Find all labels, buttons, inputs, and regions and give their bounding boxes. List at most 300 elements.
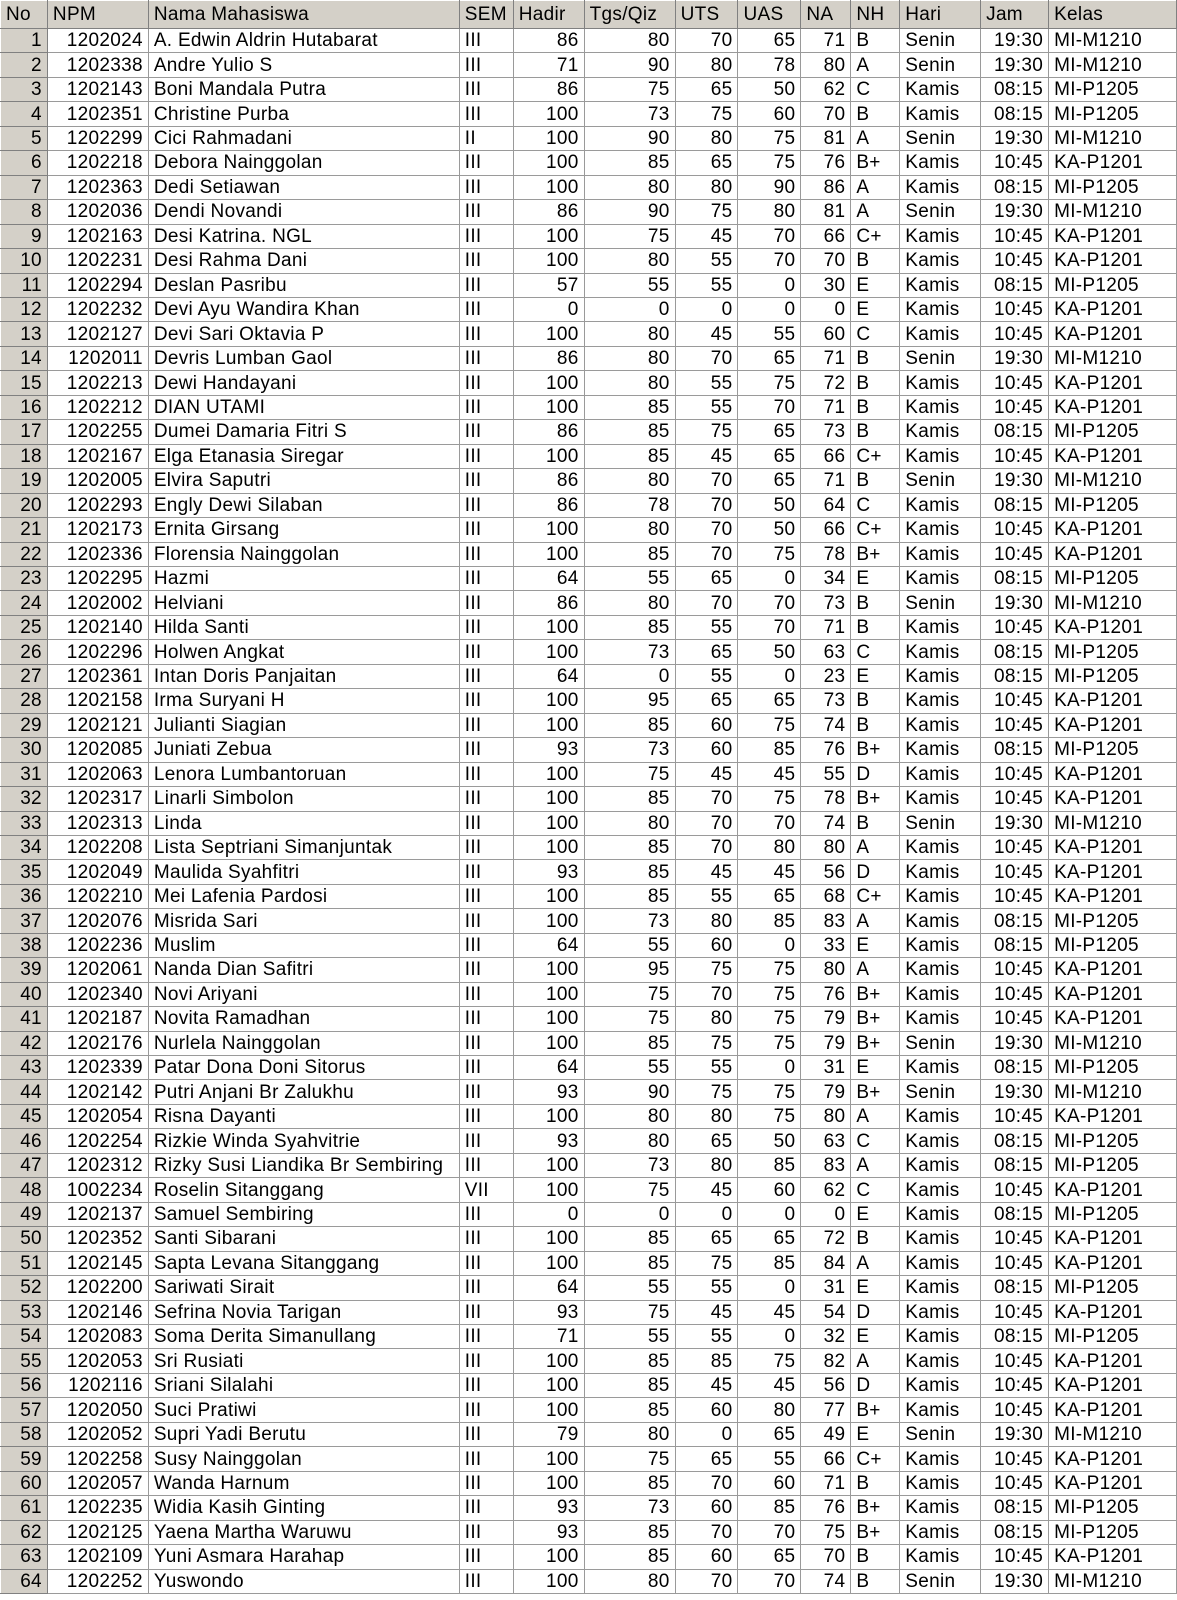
- sem-cell[interactable]: III: [459, 1300, 513, 1324]
- sem-cell[interactable]: III: [459, 1276, 513, 1300]
- uts-cell[interactable]: 55: [675, 249, 738, 273]
- tgs-qiz-cell[interactable]: 75: [584, 1300, 675, 1324]
- hadir-cell[interactable]: 100: [513, 518, 584, 542]
- nh-cell[interactable]: B+: [851, 1520, 900, 1544]
- tgs-qiz-cell[interactable]: 75: [584, 982, 675, 1006]
- jam-cell[interactable]: 19:30: [981, 346, 1049, 370]
- nh-cell[interactable]: E: [851, 273, 900, 297]
- kelas-cell[interactable]: MI-M1210: [1049, 591, 1177, 615]
- row-number-cell[interactable]: 43: [1, 1056, 48, 1080]
- jam-cell[interactable]: 08:15: [981, 566, 1049, 590]
- row-number-cell[interactable]: 19: [1, 469, 48, 493]
- uts-cell[interactable]: 45: [675, 1178, 738, 1202]
- kelas-cell[interactable]: KA-P1201: [1049, 297, 1177, 321]
- row-number-cell[interactable]: 25: [1, 615, 48, 639]
- hari-cell[interactable]: Kamis: [900, 224, 981, 248]
- hari-cell[interactable]: Kamis: [900, 1471, 981, 1495]
- uts-cell[interactable]: 60: [675, 713, 738, 737]
- tgs-qiz-cell[interactable]: 55: [584, 273, 675, 297]
- na-cell[interactable]: 70: [801, 102, 851, 126]
- hadir-cell[interactable]: 86: [513, 346, 584, 370]
- hadir-cell[interactable]: 100: [513, 713, 584, 737]
- na-cell[interactable]: 76: [801, 982, 851, 1006]
- kelas-cell[interactable]: MI-M1210: [1049, 1422, 1177, 1446]
- na-cell[interactable]: 80: [801, 835, 851, 859]
- npm-cell[interactable]: 1202252: [47, 1569, 148, 1593]
- hari-cell[interactable]: Kamis: [900, 444, 981, 468]
- sem-cell[interactable]: III: [459, 200, 513, 224]
- nh-cell[interactable]: E: [851, 1202, 900, 1226]
- uas-cell[interactable]: 85: [738, 909, 801, 933]
- sem-cell[interactable]: III: [459, 346, 513, 370]
- tgs-qiz-cell[interactable]: 85: [584, 713, 675, 737]
- tgs-qiz-cell[interactable]: 75: [584, 1447, 675, 1471]
- npm-cell[interactable]: 1202005: [47, 469, 148, 493]
- row-number-cell[interactable]: 48: [1, 1178, 48, 1202]
- nama-cell[interactable]: Irma Suryani H: [148, 689, 459, 713]
- col-header-kelas[interactable]: Kelas: [1049, 1, 1177, 29]
- kelas-cell[interactable]: KA-P1201: [1049, 835, 1177, 859]
- kelas-cell[interactable]: KA-P1201: [1049, 1447, 1177, 1471]
- na-cell[interactable]: 72: [801, 1227, 851, 1251]
- kelas-cell[interactable]: MI-P1205: [1049, 1520, 1177, 1544]
- uts-cell[interactable]: 65: [675, 566, 738, 590]
- nama-cell[interactable]: Juniati Zebua: [148, 738, 459, 762]
- hari-cell[interactable]: Kamis: [900, 1007, 981, 1031]
- kelas-cell[interactable]: MI-P1205: [1049, 1325, 1177, 1349]
- npm-cell[interactable]: 1202258: [47, 1447, 148, 1471]
- na-cell[interactable]: 86: [801, 175, 851, 199]
- jam-cell[interactable]: 10:45: [981, 884, 1049, 908]
- row-number-cell[interactable]: 53: [1, 1300, 48, 1324]
- nh-cell[interactable]: B+: [851, 151, 900, 175]
- uas-cell[interactable]: 75: [738, 1080, 801, 1104]
- tgs-qiz-cell[interactable]: 85: [584, 860, 675, 884]
- hari-cell[interactable]: Senin: [900, 811, 981, 835]
- hari-cell[interactable]: Kamis: [900, 787, 981, 811]
- npm-cell[interactable]: 1202176: [47, 1031, 148, 1055]
- hari-cell[interactable]: Kamis: [900, 1276, 981, 1300]
- npm-cell[interactable]: 1202085: [47, 738, 148, 762]
- nh-cell[interactable]: B+: [851, 542, 900, 566]
- hari-cell[interactable]: Senin: [900, 126, 981, 150]
- col-header-uas[interactable]: UAS: [738, 1, 801, 29]
- jam-cell[interactable]: 08:15: [981, 273, 1049, 297]
- nama-cell[interactable]: Desi Rahma Dani: [148, 249, 459, 273]
- sem-cell[interactable]: III: [459, 444, 513, 468]
- sem-cell[interactable]: III: [459, 1325, 513, 1349]
- uas-cell[interactable]: 80: [738, 200, 801, 224]
- tgs-qiz-cell[interactable]: 80: [584, 1129, 675, 1153]
- tgs-qiz-cell[interactable]: 85: [584, 1251, 675, 1275]
- uts-cell[interactable]: 75: [675, 420, 738, 444]
- sem-cell[interactable]: III: [459, 249, 513, 273]
- na-cell[interactable]: 75: [801, 1520, 851, 1544]
- jam-cell[interactable]: 10:45: [981, 1104, 1049, 1128]
- na-cell[interactable]: 34: [801, 566, 851, 590]
- jam-cell[interactable]: 10:45: [981, 1373, 1049, 1397]
- na-cell[interactable]: 79: [801, 1031, 851, 1055]
- uas-cell[interactable]: 65: [738, 346, 801, 370]
- sem-cell[interactable]: III: [459, 738, 513, 762]
- hadir-cell[interactable]: 100: [513, 1373, 584, 1397]
- row-number-cell[interactable]: 5: [1, 126, 48, 150]
- nh-cell[interactable]: E: [851, 297, 900, 321]
- nama-cell[interactable]: Devi Sari Oktavia P: [148, 322, 459, 346]
- hari-cell[interactable]: Kamis: [900, 1178, 981, 1202]
- na-cell[interactable]: 56: [801, 1373, 851, 1397]
- na-cell[interactable]: 82: [801, 1349, 851, 1373]
- nama-cell[interactable]: Debora Nainggolan: [148, 151, 459, 175]
- uas-cell[interactable]: 80: [738, 835, 801, 859]
- uts-cell[interactable]: 0: [675, 1202, 738, 1226]
- nama-cell[interactable]: Soma Derita Simanullang: [148, 1325, 459, 1349]
- uas-cell[interactable]: 75: [738, 1007, 801, 1031]
- uts-cell[interactable]: 0: [675, 297, 738, 321]
- sem-cell[interactable]: III: [459, 1153, 513, 1177]
- kelas-cell[interactable]: MI-P1205: [1049, 1202, 1177, 1226]
- row-number-cell[interactable]: 51: [1, 1251, 48, 1275]
- tgs-qiz-cell[interactable]: 75: [584, 224, 675, 248]
- kelas-cell[interactable]: KA-P1201: [1049, 615, 1177, 639]
- nama-cell[interactable]: Sri Rusiati: [148, 1349, 459, 1373]
- npm-cell[interactable]: 1202299: [47, 126, 148, 150]
- nh-cell[interactable]: C: [851, 493, 900, 517]
- uas-cell[interactable]: 50: [738, 77, 801, 101]
- tgs-qiz-cell[interactable]: 55: [584, 566, 675, 590]
- row-number-cell[interactable]: 26: [1, 640, 48, 664]
- npm-cell[interactable]: 1202254: [47, 1129, 148, 1153]
- na-cell[interactable]: 81: [801, 126, 851, 150]
- kelas-cell[interactable]: MI-M1210: [1049, 346, 1177, 370]
- uts-cell[interactable]: 65: [675, 77, 738, 101]
- hadir-cell[interactable]: 100: [513, 1471, 584, 1495]
- hari-cell[interactable]: Kamis: [900, 566, 981, 590]
- hadir-cell[interactable]: 100: [513, 1545, 584, 1569]
- hadir-cell[interactable]: 79: [513, 1422, 584, 1446]
- jam-cell[interactable]: 10:45: [981, 1398, 1049, 1422]
- hari-cell[interactable]: Kamis: [900, 518, 981, 542]
- kelas-cell[interactable]: KA-P1201: [1049, 1398, 1177, 1422]
- hadir-cell[interactable]: 93: [513, 1496, 584, 1520]
- jam-cell[interactable]: 10:45: [981, 371, 1049, 395]
- na-cell[interactable]: 74: [801, 811, 851, 835]
- sem-cell[interactable]: III: [459, 1104, 513, 1128]
- na-cell[interactable]: 32: [801, 1325, 851, 1349]
- row-number-cell[interactable]: 6: [1, 151, 48, 175]
- nh-cell[interactable]: B+: [851, 787, 900, 811]
- uts-cell[interactable]: 70: [675, 469, 738, 493]
- nh-cell[interactable]: B: [851, 591, 900, 615]
- jam-cell[interactable]: 10:45: [981, 1349, 1049, 1373]
- npm-cell[interactable]: 1202054: [47, 1104, 148, 1128]
- uts-cell[interactable]: 80: [675, 1007, 738, 1031]
- npm-cell[interactable]: 1202163: [47, 224, 148, 248]
- uas-cell[interactable]: 55: [738, 1447, 801, 1471]
- hari-cell[interactable]: Senin: [900, 29, 981, 53]
- na-cell[interactable]: 66: [801, 444, 851, 468]
- uas-cell[interactable]: 75: [738, 151, 801, 175]
- jam-cell[interactable]: 19:30: [981, 53, 1049, 77]
- nh-cell[interactable]: D: [851, 1300, 900, 1324]
- kelas-cell[interactable]: MI-P1205: [1049, 273, 1177, 297]
- na-cell[interactable]: 77: [801, 1398, 851, 1422]
- kelas-cell[interactable]: KA-P1201: [1049, 518, 1177, 542]
- nama-cell[interactable]: Novita Ramadhan: [148, 1007, 459, 1031]
- na-cell[interactable]: 62: [801, 77, 851, 101]
- nh-cell[interactable]: A: [851, 1349, 900, 1373]
- hari-cell[interactable]: Kamis: [900, 762, 981, 786]
- row-number-cell[interactable]: 64: [1, 1569, 48, 1593]
- row-number-cell[interactable]: 32: [1, 787, 48, 811]
- nh-cell[interactable]: B: [851, 395, 900, 419]
- na-cell[interactable]: 33: [801, 933, 851, 957]
- jam-cell[interactable]: 10:45: [981, 1007, 1049, 1031]
- jam-cell[interactable]: 19:30: [981, 811, 1049, 835]
- nh-cell[interactable]: C+: [851, 884, 900, 908]
- nh-cell[interactable]: D: [851, 860, 900, 884]
- nh-cell[interactable]: E: [851, 933, 900, 957]
- jam-cell[interactable]: 19:30: [981, 1080, 1049, 1104]
- nama-cell[interactable]: Mei Lafenia Pardosi: [148, 884, 459, 908]
- npm-cell[interactable]: 1202137: [47, 1202, 148, 1226]
- uas-cell[interactable]: 0: [738, 1325, 801, 1349]
- npm-cell[interactable]: 1202213: [47, 371, 148, 395]
- hadir-cell[interactable]: 100: [513, 1447, 584, 1471]
- kelas-cell[interactable]: KA-P1201: [1049, 884, 1177, 908]
- tgs-qiz-cell[interactable]: 80: [584, 1422, 675, 1446]
- hadir-cell[interactable]: 71: [513, 53, 584, 77]
- na-cell[interactable]: 63: [801, 640, 851, 664]
- uts-cell[interactable]: 70: [675, 982, 738, 1006]
- hadir-cell[interactable]: 64: [513, 1276, 584, 1300]
- hari-cell[interactable]: Senin: [900, 53, 981, 77]
- uas-cell[interactable]: 70: [738, 1569, 801, 1593]
- hari-cell[interactable]: Kamis: [900, 371, 981, 395]
- npm-cell[interactable]: 1202127: [47, 322, 148, 346]
- tgs-qiz-cell[interactable]: 85: [584, 787, 675, 811]
- kelas-cell[interactable]: KA-P1201: [1049, 1104, 1177, 1128]
- row-number-cell[interactable]: 12: [1, 297, 48, 321]
- npm-cell[interactable]: 1202317: [47, 787, 148, 811]
- nh-cell[interactable]: B: [851, 615, 900, 639]
- npm-cell[interactable]: 1202083: [47, 1325, 148, 1349]
- kelas-cell[interactable]: KA-P1201: [1049, 787, 1177, 811]
- uas-cell[interactable]: 65: [738, 1545, 801, 1569]
- npm-cell[interactable]: 1202143: [47, 77, 148, 101]
- kelas-cell[interactable]: KA-P1201: [1049, 860, 1177, 884]
- hadir-cell[interactable]: 100: [513, 640, 584, 664]
- tgs-qiz-cell[interactable]: 73: [584, 640, 675, 664]
- kelas-cell[interactable]: KA-P1201: [1049, 1471, 1177, 1495]
- row-number-cell[interactable]: 58: [1, 1422, 48, 1446]
- hari-cell[interactable]: Kamis: [900, 1325, 981, 1349]
- npm-cell[interactable]: 1202338: [47, 53, 148, 77]
- hadir-cell[interactable]: 100: [513, 542, 584, 566]
- hadir-cell[interactable]: 86: [513, 493, 584, 517]
- uas-cell[interactable]: 65: [738, 1422, 801, 1446]
- nh-cell[interactable]: B+: [851, 1080, 900, 1104]
- uas-cell[interactable]: 75: [738, 1349, 801, 1373]
- jam-cell[interactable]: 08:15: [981, 1325, 1049, 1349]
- kelas-cell[interactable]: KA-P1201: [1049, 151, 1177, 175]
- uas-cell[interactable]: 65: [738, 420, 801, 444]
- nama-cell[interactable]: Deslan Pasribu: [148, 273, 459, 297]
- jam-cell[interactable]: 19:30: [981, 200, 1049, 224]
- hadir-cell[interactable]: 100: [513, 1007, 584, 1031]
- nama-cell[interactable]: Linarli Simbolon: [148, 787, 459, 811]
- uas-cell[interactable]: 75: [738, 371, 801, 395]
- hari-cell[interactable]: Kamis: [900, 738, 981, 762]
- npm-cell[interactable]: 1202231: [47, 249, 148, 273]
- hari-cell[interactable]: Kamis: [900, 151, 981, 175]
- hari-cell[interactable]: Kamis: [900, 493, 981, 517]
- jam-cell[interactable]: 10:45: [981, 835, 1049, 859]
- uts-cell[interactable]: 0: [675, 1422, 738, 1446]
- nama-cell[interactable]: Holwen Angkat: [148, 640, 459, 664]
- npm-cell[interactable]: 1202036: [47, 200, 148, 224]
- jam-cell[interactable]: 10:45: [981, 518, 1049, 542]
- sem-cell[interactable]: III: [459, 542, 513, 566]
- jam-cell[interactable]: 08:15: [981, 640, 1049, 664]
- row-number-cell[interactable]: 38: [1, 933, 48, 957]
- nama-cell[interactable]: Dewi Handayani: [148, 371, 459, 395]
- na-cell[interactable]: 55: [801, 762, 851, 786]
- col-header-hadir[interactable]: Hadir: [513, 1, 584, 29]
- npm-cell[interactable]: 1202295: [47, 566, 148, 590]
- uas-cell[interactable]: 70: [738, 224, 801, 248]
- nama-cell[interactable]: Engly Dewi Silaban: [148, 493, 459, 517]
- sem-cell[interactable]: III: [459, 713, 513, 737]
- col-header-nama[interactable]: Nama Mahasiswa: [148, 1, 459, 29]
- uas-cell[interactable]: 0: [738, 273, 801, 297]
- na-cell[interactable]: 79: [801, 1080, 851, 1104]
- tgs-qiz-cell[interactable]: 73: [584, 909, 675, 933]
- jam-cell[interactable]: 19:30: [981, 1422, 1049, 1446]
- sem-cell[interactable]: III: [459, 1129, 513, 1153]
- sem-cell[interactable]: III: [459, 1080, 513, 1104]
- tgs-qiz-cell[interactable]: 78: [584, 493, 675, 517]
- hadir-cell[interactable]: 93: [513, 1080, 584, 1104]
- uas-cell[interactable]: 0: [738, 1056, 801, 1080]
- row-number-cell[interactable]: 44: [1, 1080, 48, 1104]
- nh-cell[interactable]: C+: [851, 1447, 900, 1471]
- sem-cell[interactable]: III: [459, 77, 513, 101]
- jam-cell[interactable]: 08:15: [981, 175, 1049, 199]
- sem-cell[interactable]: III: [459, 1031, 513, 1055]
- tgs-qiz-cell[interactable]: 0: [584, 297, 675, 321]
- nama-cell[interactable]: Desi Katrina. NGL: [148, 224, 459, 248]
- jam-cell[interactable]: 10:45: [981, 1545, 1049, 1569]
- sem-cell[interactable]: III: [459, 566, 513, 590]
- hadir-cell[interactable]: 93: [513, 738, 584, 762]
- nh-cell[interactable]: C: [851, 1129, 900, 1153]
- sem-cell[interactable]: III: [459, 1520, 513, 1544]
- hari-cell[interactable]: Kamis: [900, 1349, 981, 1373]
- kelas-cell[interactable]: KA-P1201: [1049, 1251, 1177, 1275]
- row-number-cell[interactable]: 20: [1, 493, 48, 517]
- npm-cell[interactable]: 1202167: [47, 444, 148, 468]
- na-cell[interactable]: 68: [801, 884, 851, 908]
- nh-cell[interactable]: B+: [851, 738, 900, 762]
- uas-cell[interactable]: 75: [738, 126, 801, 150]
- hari-cell[interactable]: Kamis: [900, 1104, 981, 1128]
- kelas-cell[interactable]: KA-P1201: [1049, 958, 1177, 982]
- npm-cell[interactable]: 1202294: [47, 273, 148, 297]
- uts-cell[interactable]: 70: [675, 591, 738, 615]
- nama-cell[interactable]: Sefrina Novia Tarigan: [148, 1300, 459, 1324]
- kelas-cell[interactable]: KA-P1201: [1049, 1007, 1177, 1031]
- hadir-cell[interactable]: 100: [513, 102, 584, 126]
- jam-cell[interactable]: 10:45: [981, 615, 1049, 639]
- sem-cell[interactable]: II: [459, 126, 513, 150]
- jam-cell[interactable]: 10:45: [981, 322, 1049, 346]
- uts-cell[interactable]: 70: [675, 542, 738, 566]
- uts-cell[interactable]: 45: [675, 1373, 738, 1397]
- npm-cell[interactable]: 1202236: [47, 933, 148, 957]
- nh-cell[interactable]: B+: [851, 1031, 900, 1055]
- kelas-cell[interactable]: KA-P1201: [1049, 1373, 1177, 1397]
- hari-cell[interactable]: Senin: [900, 1080, 981, 1104]
- nh-cell[interactable]: B: [851, 1471, 900, 1495]
- npm-cell[interactable]: 1202109: [47, 1545, 148, 1569]
- row-number-cell[interactable]: 61: [1, 1496, 48, 1520]
- kelas-cell[interactable]: MI-P1205: [1049, 102, 1177, 126]
- nama-cell[interactable]: Elvira Saputri: [148, 469, 459, 493]
- nama-cell[interactable]: Dumei Damaria Fitri S: [148, 420, 459, 444]
- tgs-qiz-cell[interactable]: 55: [584, 1276, 675, 1300]
- sem-cell[interactable]: III: [459, 1398, 513, 1422]
- hadir-cell[interactable]: 0: [513, 297, 584, 321]
- tgs-qiz-cell[interactable]: 55: [584, 933, 675, 957]
- row-number-cell[interactable]: 33: [1, 811, 48, 835]
- npm-cell[interactable]: 1202363: [47, 175, 148, 199]
- npm-cell[interactable]: 1202050: [47, 1398, 148, 1422]
- uas-cell[interactable]: 45: [738, 1373, 801, 1397]
- npm-cell[interactable]: 1202024: [47, 29, 148, 53]
- hadir-cell[interactable]: 86: [513, 420, 584, 444]
- uas-cell[interactable]: 70: [738, 591, 801, 615]
- row-number-cell[interactable]: 4: [1, 102, 48, 126]
- row-number-cell[interactable]: 63: [1, 1545, 48, 1569]
- hari-cell[interactable]: Kamis: [900, 1300, 981, 1324]
- hadir-cell[interactable]: 100: [513, 151, 584, 175]
- na-cell[interactable]: 62: [801, 1178, 851, 1202]
- kelas-cell[interactable]: MI-P1205: [1049, 1276, 1177, 1300]
- nama-cell[interactable]: Sriani Silalahi: [148, 1373, 459, 1397]
- uts-cell[interactable]: 60: [675, 738, 738, 762]
- jam-cell[interactable]: 08:15: [981, 77, 1049, 101]
- row-number-cell[interactable]: 10: [1, 249, 48, 273]
- hadir-cell[interactable]: 100: [513, 224, 584, 248]
- row-number-cell[interactable]: 14: [1, 346, 48, 370]
- npm-cell[interactable]: 1202011: [47, 346, 148, 370]
- uas-cell[interactable]: 70: [738, 249, 801, 273]
- uas-cell[interactable]: 65: [738, 689, 801, 713]
- hadir-cell[interactable]: 64: [513, 566, 584, 590]
- tgs-qiz-cell[interactable]: 0: [584, 1202, 675, 1226]
- kelas-cell[interactable]: MI-P1205: [1049, 493, 1177, 517]
- nh-cell[interactable]: D: [851, 762, 900, 786]
- hari-cell[interactable]: Kamis: [900, 1545, 981, 1569]
- kelas-cell[interactable]: MI-M1210: [1049, 469, 1177, 493]
- hadir-cell[interactable]: 64: [513, 664, 584, 688]
- uts-cell[interactable]: 70: [675, 29, 738, 53]
- kelas-cell[interactable]: MI-M1210: [1049, 811, 1177, 835]
- uts-cell[interactable]: 60: [675, 1545, 738, 1569]
- npm-cell[interactable]: 1002234: [47, 1178, 148, 1202]
- tgs-qiz-cell[interactable]: 85: [584, 420, 675, 444]
